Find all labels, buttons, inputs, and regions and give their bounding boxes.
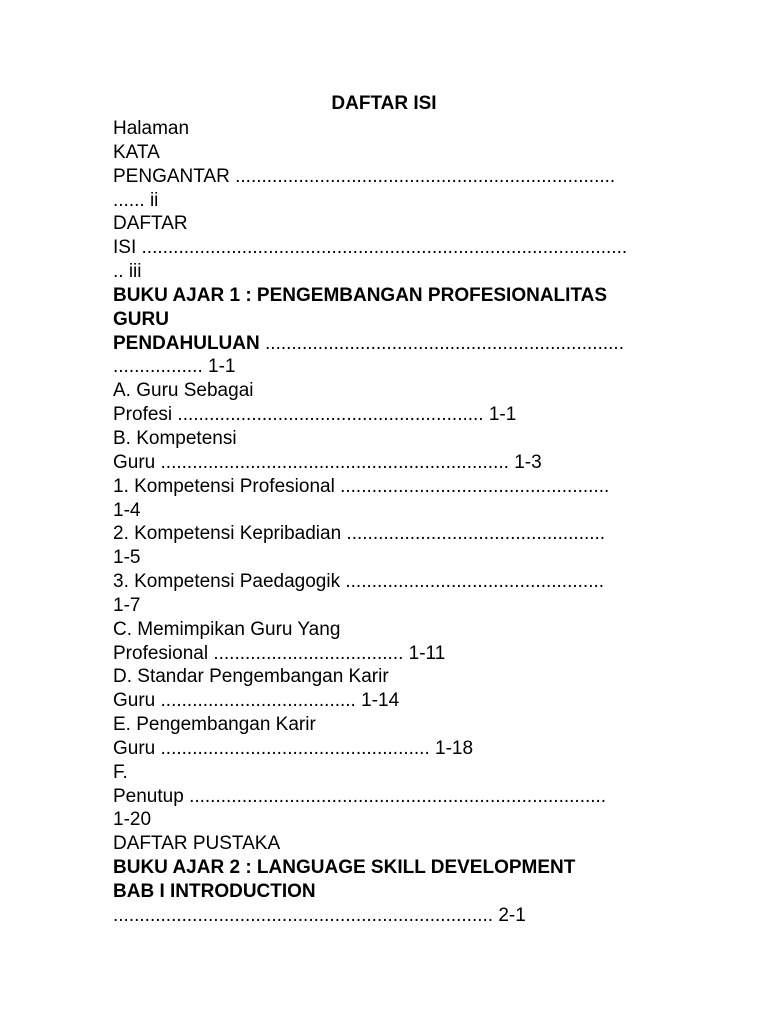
toc-line: Penutup ............................................................................... [113, 785, 607, 807]
toc-line: A. Guru Sebagai [113, 380, 254, 402]
toc-line: Guru ..................................... 1-14 [113, 690, 400, 712]
toc-line [113, 332, 658, 356]
toc-line: DAFTAR [113, 213, 188, 235]
table-of-contents [113, 117, 658, 928]
toc-line: 2. Kompetensi Kepribadian ................................................. [113, 523, 606, 545]
toc-line: ........................................................................ 2-1 [113, 904, 526, 926]
toc-line: Guru ................................................... 1-18 [113, 737, 474, 759]
toc-line: 1-4 [113, 499, 141, 521]
toc-line: E. Pengembangan Karir [113, 714, 316, 736]
toc-line: 3. Kompetensi Paedagogik ................................................. [113, 571, 605, 593]
toc-line: C. Memimpikan Guru Yang [113, 618, 341, 640]
page-column-label: Halaman [113, 118, 190, 139]
toc-line: Profesi .......................................................... 1-1 [113, 404, 517, 426]
page-title: DAFTAR ISI [331, 93, 437, 114]
toc-line: Profesional .................................... 1-11 [113, 642, 446, 664]
toc-line: ................. 1-1 [113, 356, 236, 378]
toc-section-heading: BUKU AJAR 2 : LANGUAGE SKILL DEVELOPMENT [113, 857, 576, 879]
toc-line: 1-7 [113, 594, 141, 616]
toc-line: D. Standar Pengembangan Karir [113, 666, 389, 688]
toc-line: PENGANTAR ........................................................................ [113, 165, 616, 187]
toc-section-heading: BUKU AJAR 1 : PENGEMBANGAN PROFESIONALITAS [113, 284, 608, 306]
toc-section-heading: BAB I INTRODUCTION [113, 881, 316, 902]
toc-line: DAFTAR PUSTAKA [113, 833, 281, 855]
toc-line: Guru .................................................................. 1-3 [113, 451, 542, 473]
toc-line: 1-5 [113, 547, 141, 569]
toc-line: ...... ii [113, 189, 159, 211]
toc-section-heading: GURU [113, 308, 169, 330]
toc-line: B. Kompetensi [113, 427, 237, 449]
toc-line: 1-20 [113, 809, 152, 831]
toc-line: ISI ............................................................................................ [113, 237, 628, 259]
toc-line: KATA [113, 141, 160, 163]
toc-leader: .................................................................... [259, 332, 624, 354]
toc-line: F. [113, 761, 128, 783]
toc-line: 1. Kompetensi Profesional ................................................... [113, 475, 610, 497]
toc-line: .. iii [113, 261, 142, 283]
toc-chapter-title: PENDAHULUAN [113, 332, 260, 354]
